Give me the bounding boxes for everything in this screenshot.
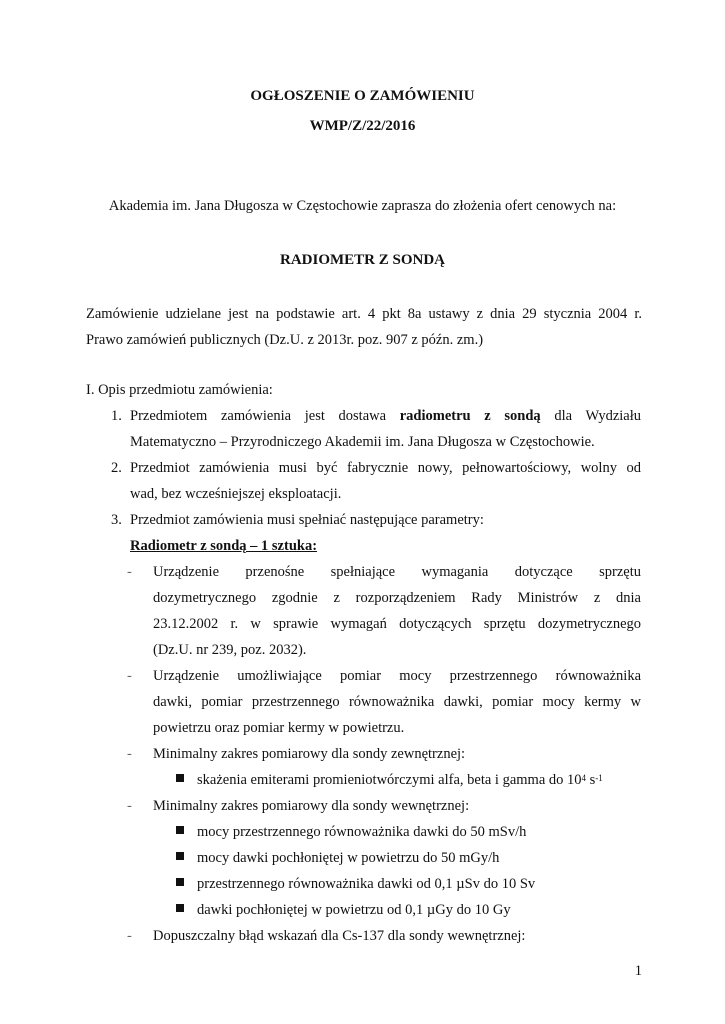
dash-marker: - [127,928,132,944]
square-bullet-icon [176,878,184,886]
spec-item [153,559,641,663]
spec-line: Urządzenie umożliwiające pomiar mocy przestrzennego równoważnika [153,668,641,684]
item-number: 3. [111,512,122,528]
dash-marker: - [127,668,132,684]
spec-item [153,923,641,949]
item-text: Przedmiotem zamówienia jest dostawa [130,408,400,424]
dash-marker: - [127,798,132,814]
spec-line: Minimalny zakres pomiarowy dla sondy zewnętrznej: [153,746,466,762]
legal-basis-paragraph [86,301,642,353]
spec-heading [130,533,641,559]
item-line [130,403,641,429]
bullet-item [197,767,603,793]
spec-line: Minimalny zakres pomiarowy dla sondy wewnętrznej: [153,798,470,814]
item-line: Przedmiot zamówienia musi być fabrycznie nowy, pełnowartościowy, wolny od [130,460,641,476]
bullet-item: mocy dawki pochłoniętej w powietrzu do 50 mGy/h [197,850,500,866]
square-bullet-icon [176,904,184,912]
spec-line: dozymetrycznego zgodnie z rozporządzeniem Rady Ministrów z dnia [153,590,641,606]
page-number: 1 [634,963,642,979]
spec-line: Dopuszczalny błąd wskazań dla Cs-137 dla sondy wewnętrznej: [153,928,526,944]
bullet-item: przestrzennego równoważnika dawki od 0,1 µSv do 10 Sv [197,876,536,892]
section-heading: I. Opis przedmiotu zamówienia: [86,382,273,398]
legal-basis-line-1: Zamówienie udzielane jest na podstawie art. 4 pkt 8a ustawy z dnia 29 stycznia 2004 r. [86,306,642,322]
bullet-item: mocy przestrzennego równoważnika dawki do 50 mSv/h [197,824,527,840]
list-item [130,507,641,533]
spec-line: (Dz.U. nr 239, poz. 2032). [153,642,307,658]
item-line: Matematyczno – Przyrodniczego Akademii im. Jana Długosza w Częstochowie. [130,434,595,450]
dash-marker: - [127,746,132,762]
item-number: 2. [111,460,122,476]
spec-line: powietrzu oraz pomiar kermy w powietrzu. [153,720,405,736]
subject-title: RADIOMETR Z SONDĄ [279,252,445,268]
spec-item [153,663,641,741]
spec-line: Urządzenie przenośne spełniające wymagania dotyczące sprzętu [153,564,641,580]
square-bullet-icon [176,826,184,834]
invitation-text: Akademia im. Jana Długosza w Częstochowie zaprasza do złożenia ofert cenowych na: [108,198,617,214]
spec-heading-text: Radiometr z sondą – 1 sztuka: [130,538,318,554]
superscript: 4 [581,773,587,783]
legal-basis-line-2: Prawo zamówień publicznych (Dz.U. z 2013r. poz. 907 z późn. zm.) [86,332,484,348]
spec-item [153,741,641,767]
square-bullet-icon [176,774,184,782]
item-line: wad, bez wcześniejszej eksploatacji. [130,486,342,502]
list-item [130,403,641,455]
spec-line: 23.12.2002 r. w sprawie wymagań dotyczących sprzętu dozymetrycznego [153,616,641,632]
superscript: -1 [595,773,603,783]
page-title: OGŁOSZENIE O ZAMÓWIENIU [250,88,475,104]
spec-item [153,793,641,819]
item-text: dla Wydziału [540,408,641,424]
list-item [130,455,641,507]
spec-line: dawki, pomiar przestrzennego równoważnika dawki, pomiar mocy kermy w [153,694,641,710]
bullet-text: s [586,772,596,788]
item-line: Przedmiot zamówienia musi spełniać następujące parametry: [130,512,484,528]
item-number: 1. [111,408,122,424]
square-bullet-icon [176,852,184,860]
item-bold-text: radiometru z sondą [399,408,541,424]
reference-number: WMP/Z/22/2016 [309,118,416,134]
dash-marker: - [127,564,132,580]
bullet-item: dawki pochłoniętej w powietrzu od 0,1 µGy do 10 Gy [197,902,511,918]
bullet-text: skażenia emiterami promieniotwórczymi alfa, beta i gamma do 10 [197,772,582,788]
